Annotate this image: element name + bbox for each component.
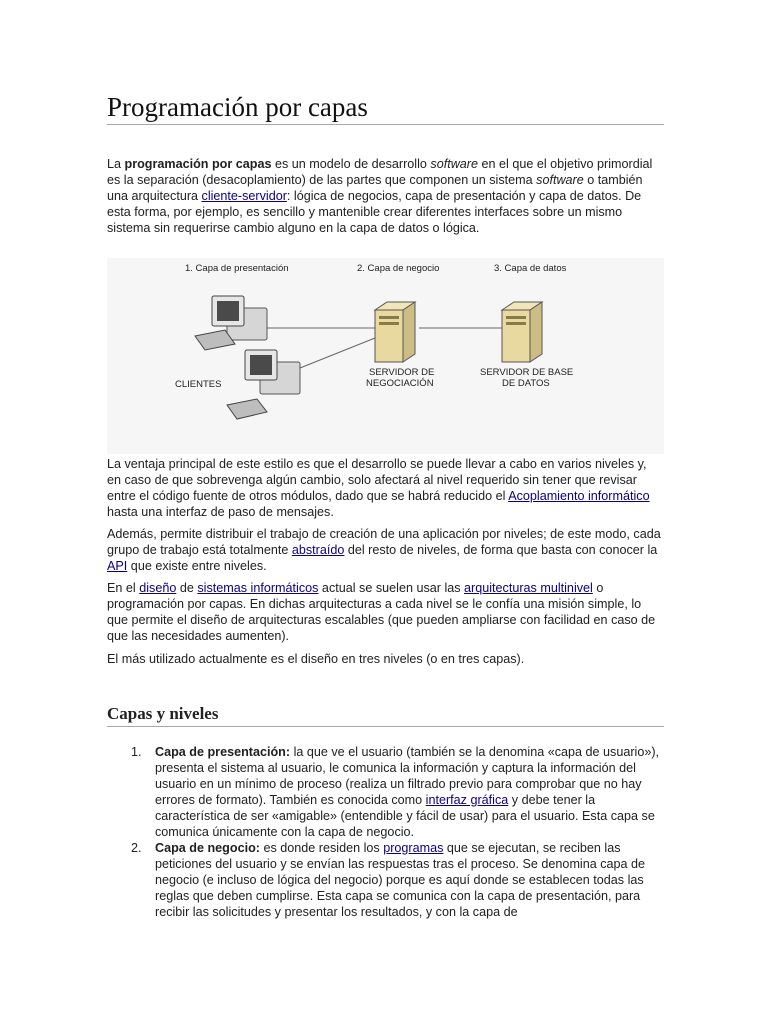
layer-label-presentation: 1. Capa de presentación: [185, 263, 289, 274]
client-computer-icon: [227, 350, 300, 419]
intro-text: en el que el objetivo primordial es la separación (desacoplamiento) de las partes que componen un sistema: [107, 157, 653, 187]
paragraph-advantage: [107, 456, 664, 520]
page-title: Programación por capas: [107, 90, 664, 125]
intro-text: es un modelo de desarrollo: [271, 157, 431, 171]
link-abstraido[interactable]: abstraído: [291, 543, 345, 557]
paragraph-three-tier: El más utilizado actualmente es el diseño en tres niveles (o en tres capas).: [107, 652, 525, 666]
link-api[interactable]: API: [107, 559, 128, 573]
list-item-term: Capa de presentación:: [155, 745, 291, 759]
paragraph-text: hasta una interfaz de paso de mensajes.: [107, 505, 334, 519]
paragraph-text: actual se suelen usar las: [318, 581, 465, 595]
layers-list: [131, 744, 664, 920]
list-item-text: y debe tener la característica de ser «amigable» (entendible y fácil de usar) para el usuario. Esta capa se comunica únicamente con la capa de negocio.: [155, 793, 655, 839]
database-server-icon: [502, 302, 542, 362]
list-item-term: Capa de negocio:: [155, 841, 260, 855]
link-diseno[interactable]: diseño: [139, 581, 177, 595]
link-cliente-servidor[interactable]: cliente-servidor: [201, 189, 287, 203]
intro-paragraph: [107, 156, 664, 236]
list-item: [131, 840, 664, 920]
paragraph-distribution: [107, 526, 664, 574]
paragraph-text: En el: [107, 581, 140, 595]
intro-text: : lógica de negocios, capa de presentación y capa de datos. De esta forma, por ejemplo, es sencillo y mantenible crear diferentes interfaces sobre un mismo sistema sin requerirse cambio alguno en la capa de datos o lógica.: [107, 189, 642, 235]
paragraph-text: del resto de niveles, de forma que basta con conocer la: [344, 543, 658, 557]
paragraph-text: de: [176, 581, 198, 595]
list-item: [131, 744, 664, 840]
intro-text: o también una arquitectura: [107, 173, 643, 203]
list-item-text: que se ejecutan, se reciben las peticiones del usuario y se envían las respuestas tras el proceso. Se denomina capa de negocio (e incluso de lógica del negocio) porque es aquí donde se establecen todas las reglas que deben cumplirse. Esta capa se comunica con la capa de presentación, para recibir las solicitudes y presentar los resultados, y con la capa de: [155, 841, 646, 919]
layer-label-business: 2. Capa de negocio: [357, 263, 440, 274]
link-sistemas-informaticos[interactable]: sistemas informáticos: [197, 581, 319, 595]
client-computer-icon: [195, 296, 267, 350]
list-number: 2.: [131, 841, 142, 855]
list-number: 1.: [131, 745, 142, 759]
list-item-text: es donde residen los: [259, 841, 384, 855]
list-item-text: la que ve el usuario (también se la denomina «capa de usuario»), presenta el sistema al usuario, le comunica la información y captura la información del usuario en un mínimo de proceso (realiza un filtrado previo para comprobar que no hay errores de formato). También es conocida como: [155, 745, 660, 807]
paragraph-text: La ventaja principal de este estilo es que el desarrollo se puede llevar a cabo en varios niveles y, en caso de que sobrevenga algún cambio, solo afectará al nivel requerido sin tener que revisar entre el código fuente de otros módulos, dado que se habrá reducido el: [107, 457, 647, 503]
link-programas[interactable]: programas: [383, 841, 444, 855]
paragraph-design: [107, 580, 664, 644]
database-server-label: DE DATOS: [502, 378, 550, 389]
section-heading: Capas y niveles: [107, 703, 664, 727]
intro-text: La: [107, 157, 125, 171]
link-interfaz-grafica[interactable]: interfaz gráfica: [425, 793, 509, 807]
business-server-label: SERVIDOR DE: [369, 367, 435, 378]
paragraph-text: que existe entre niveles.: [127, 559, 267, 573]
intro-bold-term: programación por capas: [124, 157, 272, 171]
intro-italic-term: software: [536, 173, 584, 187]
business-server-label: NEGOCIACIÓN: [366, 378, 434, 389]
database-server-label: SERVIDOR DE BASE: [480, 367, 574, 378]
paragraph-text: Además, permite distribuir el trabajo de creación de una aplicación por niveles; de este modo, cada grupo de trabajo está totalmente: [107, 527, 661, 557]
layer-label-data: 3. Capa de datos: [494, 263, 567, 274]
architecture-diagram: [107, 258, 664, 454]
business-server-icon: [375, 302, 415, 362]
link-arquitecturas-multinivel[interactable]: arquitecturas multinivel: [464, 581, 593, 595]
link-acoplamiento[interactable]: Acoplamiento informático: [508, 489, 650, 503]
clients-label: CLIENTES: [175, 379, 222, 390]
paragraph-text: o programación por capas. En dichas arquitecturas a cada nivel se le confía una misión simple, lo que permite el diseño de arquitecturas escalables (que pueden ampliarse con facilidad en caso de que las necesidades aumenten).: [107, 581, 656, 643]
intro-italic-term: software: [430, 157, 479, 171]
